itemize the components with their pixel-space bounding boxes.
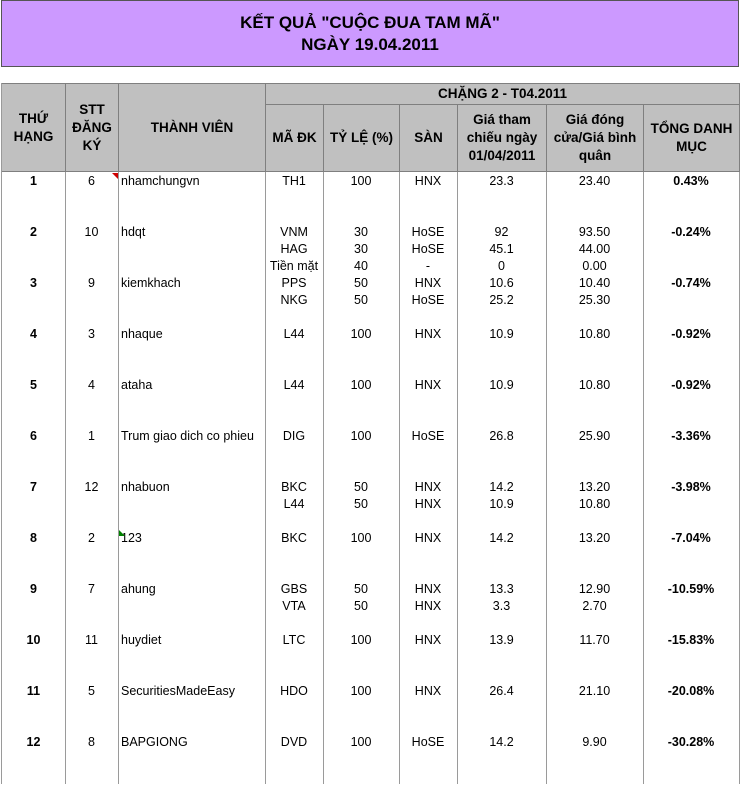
exchange-cell: HNX xyxy=(414,599,442,613)
ref-price-cell: 25.2 xyxy=(489,293,514,307)
ratio-cell: 100 xyxy=(350,378,372,392)
close-price-cell: 23.40 xyxy=(578,174,611,188)
rank-cell: 12 xyxy=(26,735,41,749)
rank-cell: 10 xyxy=(26,633,41,647)
ref-price-cell: 14.2 xyxy=(489,735,514,749)
stock-code-cell: HDO xyxy=(280,684,308,698)
ref-price-cell: 10.6 xyxy=(489,276,514,290)
ref-price-cell: 92 xyxy=(494,225,509,239)
rank-cell: 8 xyxy=(30,531,37,545)
table-row xyxy=(2,173,740,224)
table-row xyxy=(2,275,740,326)
close-price-cell: 0.00 xyxy=(582,259,607,273)
ref-price-cell: 0 xyxy=(498,259,505,273)
close-price-cell: 13.20 xyxy=(578,480,611,494)
member-cell: ahung xyxy=(121,582,156,596)
header-ratio: TỶ LỆ (%) xyxy=(324,105,400,172)
stock-code-cell: DIG xyxy=(282,429,306,443)
stock-code-cell: HAG xyxy=(280,242,308,256)
exchange-cell: HNX xyxy=(414,480,442,494)
exchange-cell: HoSE xyxy=(411,293,445,307)
total-cell: -3.36% xyxy=(671,429,711,443)
stock-code-cell: L44 xyxy=(283,378,305,392)
total-cell: -0.92% xyxy=(671,378,711,392)
stock-code-cell: GBS xyxy=(280,582,308,596)
ratio-cell: 30 xyxy=(354,225,368,239)
close-price-cell: 25.30 xyxy=(578,293,611,307)
close-price-cell: 21.10 xyxy=(578,684,611,698)
member-cell: Trum giao dich co phieu xyxy=(121,429,254,443)
close-price-cell: 10.80 xyxy=(578,497,611,511)
ratio-cell: 100 xyxy=(350,684,372,698)
exchange-cell: HoSE xyxy=(411,225,445,239)
member-cell: ataha xyxy=(121,378,153,392)
member-cell: BAPGIONG xyxy=(121,735,188,749)
ratio-cell: 100 xyxy=(350,735,372,749)
total-cell: -30.28% xyxy=(667,735,715,749)
ref-price-cell: 13.3 xyxy=(489,582,514,596)
exchange-cell: HNX xyxy=(414,684,442,698)
stock-code-cell: NKG xyxy=(280,293,308,307)
member-cell: SecuritiesMadeEasy xyxy=(121,684,235,698)
exchange-cell: - xyxy=(425,259,431,273)
stock-code-cell: BKC xyxy=(281,480,307,494)
ratio-cell: 30 xyxy=(354,242,368,256)
header-total: TỔNG DANH MỤC xyxy=(644,105,740,172)
stock-code-cell: TH1 xyxy=(282,174,306,188)
close-price-cell: 93.50 xyxy=(578,225,611,239)
ratio-cell: 50 xyxy=(354,293,368,307)
ref-price-cell: 45.1 xyxy=(489,242,514,256)
ref-price-cell: 26.4 xyxy=(489,684,514,698)
exchange-cell: HoSE xyxy=(411,242,445,256)
member-cell: nhaque xyxy=(121,327,163,341)
rank-cell: 9 xyxy=(30,582,37,596)
rank-cell: 2 xyxy=(30,225,37,239)
reg-no-cell: 12 xyxy=(84,480,99,494)
ratio-cell: 100 xyxy=(350,327,372,341)
header-close-price: Giá đóng cửa/Giá bình quân xyxy=(547,105,644,172)
table-row xyxy=(2,530,740,581)
total-cell: -3.98% xyxy=(671,480,711,494)
stock-code-cell: LTC xyxy=(282,633,306,647)
exchange-cell: HoSE xyxy=(411,735,445,749)
ratio-cell: 100 xyxy=(350,429,372,443)
exchange-cell: HNX xyxy=(414,531,442,545)
header-reg-no: STT ĐĂNG KÝ xyxy=(66,83,119,172)
ref-price-cell: 10.9 xyxy=(489,327,514,341)
rank-cell: 6 xyxy=(30,429,37,443)
table-row xyxy=(2,683,740,734)
table-row xyxy=(2,377,740,428)
header-rank: THỨ HẠNG xyxy=(2,83,66,172)
rank-cell: 1 xyxy=(30,174,37,188)
stock-code-cell: BKC xyxy=(281,531,307,545)
stock-code-cell: L44 xyxy=(283,327,305,341)
ref-price-cell: 26.8 xyxy=(489,429,514,443)
reg-no-cell: 7 xyxy=(88,582,95,596)
ratio-cell: 40 xyxy=(354,259,368,273)
close-price-cell: 44.00 xyxy=(578,242,611,256)
reg-no-cell: 8 xyxy=(88,735,95,749)
ratio-cell: 100 xyxy=(350,174,372,188)
ref-price-cell: 13.9 xyxy=(489,633,514,647)
close-price-cell: 10.80 xyxy=(578,327,611,341)
rank-cell: 3 xyxy=(30,276,37,290)
close-price-cell: 12.90 xyxy=(578,582,611,596)
table-row xyxy=(2,224,740,275)
stock-code-cell: DVD xyxy=(280,735,308,749)
reg-no-cell: 3 xyxy=(88,327,95,341)
close-price-cell: 11.70 xyxy=(579,633,610,647)
total-cell: 0.43% xyxy=(673,174,709,188)
total-cell: -0.92% xyxy=(671,327,711,341)
stock-code-cell: L44 xyxy=(283,497,305,511)
table-row xyxy=(2,428,740,479)
comment-indicator-icon xyxy=(112,173,118,179)
total-cell: -0.24% xyxy=(671,225,711,239)
member-cell: hdqt xyxy=(121,225,146,239)
member-cell: 123 xyxy=(121,531,142,545)
ratio-cell: 50 xyxy=(354,582,368,596)
table-row xyxy=(2,734,740,785)
results-table xyxy=(1,83,740,784)
exchange-cell: HNX xyxy=(414,327,442,341)
ref-price-cell: 10.9 xyxy=(489,378,514,392)
stock-code-cell: PPS xyxy=(281,276,307,290)
member-cell: nhamchungvn xyxy=(121,174,200,188)
header-ref-price: Giá tham chiếu ngày 01/04/2011 xyxy=(458,105,547,172)
exchange-cell: HoSE xyxy=(411,429,445,443)
title-line-2: NGÀY 19.04.2011 xyxy=(301,35,439,54)
total-cell: -7.04% xyxy=(671,531,711,545)
table-row xyxy=(2,479,740,530)
member-cell: nhabuon xyxy=(121,480,170,494)
ratio-cell: 50 xyxy=(354,480,368,494)
title-line-1: KẾT QUẢ "CUỘC ĐUA TAM MÃ" xyxy=(240,13,500,32)
total-cell: -15.83% xyxy=(667,633,715,647)
rank-cell: 5 xyxy=(30,378,37,392)
ratio-cell: 50 xyxy=(354,497,368,511)
total-cell: -10.59% xyxy=(667,582,715,596)
stock-code-cell: VNM xyxy=(280,225,308,239)
table-row xyxy=(2,581,740,632)
reg-no-cell: 6 xyxy=(88,174,95,188)
close-price-cell: 10.80 xyxy=(578,378,611,392)
close-price-cell: 13.20 xyxy=(578,531,611,545)
table-row xyxy=(2,326,740,377)
reg-no-cell: 2 xyxy=(88,531,95,545)
exchange-cell: HNX xyxy=(414,497,442,511)
reg-no-cell: 5 xyxy=(88,684,95,698)
rank-cell: 4 xyxy=(30,327,37,341)
exchange-cell: HNX xyxy=(414,582,442,596)
ratio-cell: 100 xyxy=(350,531,372,545)
ref-price-cell: 23.3 xyxy=(489,174,514,188)
exchange-cell: HNX xyxy=(414,276,442,290)
reg-no-cell: 11 xyxy=(85,633,98,647)
exchange-cell: HNX xyxy=(414,633,442,647)
total-cell: -20.08% xyxy=(667,684,715,698)
member-cell: kiemkhach xyxy=(121,276,181,290)
ratio-cell: 50 xyxy=(354,276,368,290)
reg-no-cell: 1 xyxy=(88,429,95,443)
member-cell: huydiet xyxy=(121,633,162,647)
ref-price-cell: 10.9 xyxy=(489,497,514,511)
reg-no-cell: 9 xyxy=(88,276,95,290)
close-price-cell: 10.40 xyxy=(578,276,611,290)
stock-code-cell: VTA xyxy=(282,599,306,613)
close-price-cell: 2.70 xyxy=(582,599,607,613)
report-title xyxy=(1,0,739,67)
ref-price-cell: 3.3 xyxy=(492,599,511,613)
stock-code-cell: Tiền mặt xyxy=(269,259,319,273)
header-exchange: SÀN xyxy=(400,105,458,172)
error-indicator-icon xyxy=(119,530,125,536)
total-cell: -0.74% xyxy=(671,276,711,290)
close-price-cell: 9.90 xyxy=(582,735,607,749)
ratio-cell: 50 xyxy=(354,599,368,613)
ref-price-cell: 14.2 xyxy=(489,531,514,545)
header-code: MÃ ĐK xyxy=(266,105,324,172)
table-row xyxy=(2,632,740,683)
close-price-cell: 25.90 xyxy=(578,429,611,443)
header-stage: CHẶNG 2 - T04.2011 xyxy=(266,83,740,105)
reg-no-cell: 10 xyxy=(84,225,99,239)
exchange-cell: HNX xyxy=(414,174,442,188)
reg-no-cell: 4 xyxy=(88,378,95,392)
rank-cell: 7 xyxy=(30,480,37,494)
exchange-cell: HNX xyxy=(414,378,442,392)
ratio-cell: 100 xyxy=(350,633,372,647)
ref-price-cell: 14.2 xyxy=(489,480,514,494)
header-member: THÀNH VIÊN xyxy=(119,83,266,172)
rank-cell: 11 xyxy=(26,684,41,698)
